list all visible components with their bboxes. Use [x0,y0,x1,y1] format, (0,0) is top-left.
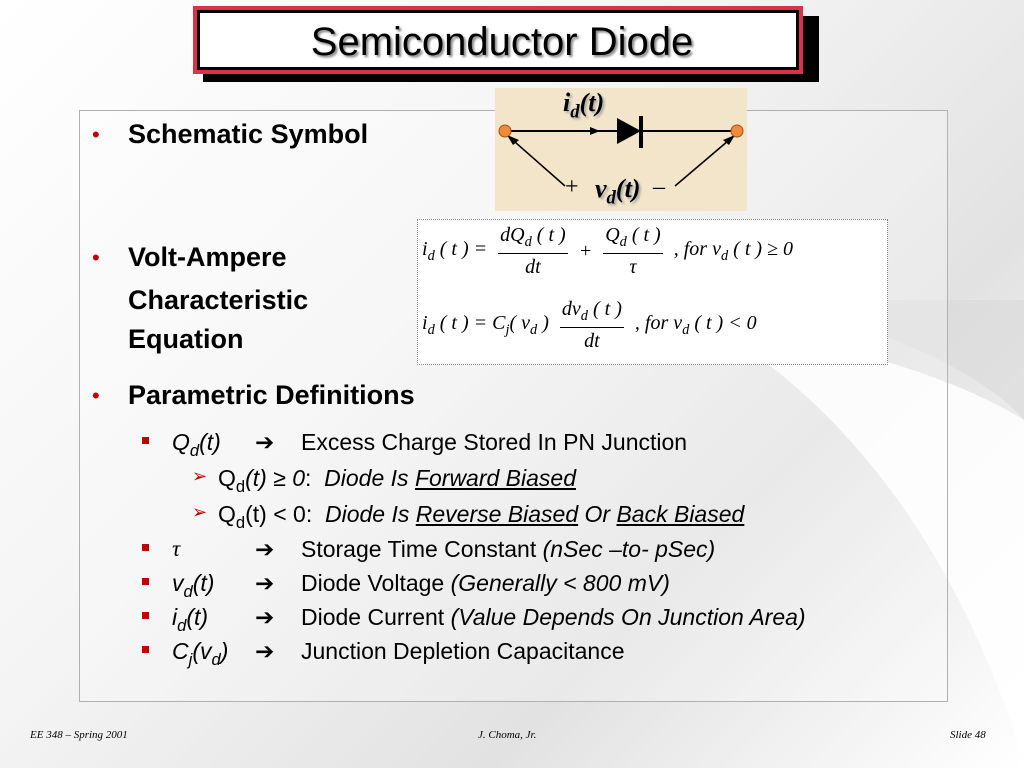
title-box [193,6,803,74]
fraction-qd-tau: $\frac{Q_d ( t )}{\tau}$ [605,224,661,279]
def-qd: $Q_d(t)$ ➔ Excess Charge Stored In PN Junction [145,429,945,459]
diode-minus-sign: – [653,174,665,200]
bullet-square [142,646,149,653]
bullet-parametric-definitions: Parametric Definitions [128,380,415,410]
arrow-icon: ➔ [255,638,275,664]
diode-current-label: $i_d(t)$ [563,88,605,123]
title-banner [193,6,825,86]
bullet-dot: • [92,122,100,147]
def-tau: τ ➔ Storage Time Constant (nSec –to- pSec) [145,536,945,566]
diode-plus-sign: + [565,174,579,200]
diode-schematic [495,88,747,211]
bullet-square [142,437,149,444]
equation-reverse: $i_d$ ( t ) = $C_j$( $v_d$ ) $\frac{dv_d ( t )}{dt}$ , for $v_d$ ( t ) < 0 [422,298,757,353]
def-vd: $v_d(t)$ ➔ Diode Voltage (Generally < 800 mV) [145,570,945,600]
arrow-icon: ➔ [255,536,275,562]
bullet-square [142,544,149,551]
fraction-dvd-dt: $\frac{dv_d ( t )}{dt}$ [561,298,622,353]
arrowhead-bullet-icon: ➢ [192,466,208,486]
bullet-dot: • [92,383,100,408]
footer-author: J. Choma, Jr. [478,729,537,741]
def-cj: $C_j(v_d)$ ➔ Junction Depletion Capacitance [145,638,945,668]
bullet-volt-ampere-line3: Equation [128,324,244,354]
arrowhead-bullet-icon: ➢ [192,502,208,522]
slide-title: Semiconductor Diode [310,20,694,64]
arrow-icon: ➔ [255,604,275,630]
footer-course: EE 348 – Spring 2001 [30,729,128,741]
fraction-dqd-dt: $\frac{dQ_d ( t )}{dt}$ [500,224,566,279]
bullet-square [142,578,149,585]
arrow-icon: ➔ [255,429,275,455]
arrow-icon: ➔ [255,570,275,596]
bullet-volt-ampere-line2: Characteristic [128,285,309,315]
bullet-schematic-symbol: Schematic Symbol [128,119,369,149]
equation-forward: $i_d$ ( t ) = $\frac{dQ_d ( t )}{dt}$ + $\frac{Q_d ( t )}{\tau}$ , for $v_d$ ( t ) ≥ 0 [422,224,794,279]
bullet-volt-ampere-line1: Volt-Ampere [128,242,287,272]
footer-slide-number: Slide 48 [950,729,986,741]
equation-box [417,219,888,365]
diode-voltage-label: $v_d(t)$ [595,174,641,209]
bullet-square [142,612,149,619]
bullet-dot: • [92,245,100,270]
def-id: $i_d(t)$ ➔ Diode Current (Value Depends On Junction Area) [145,604,945,634]
